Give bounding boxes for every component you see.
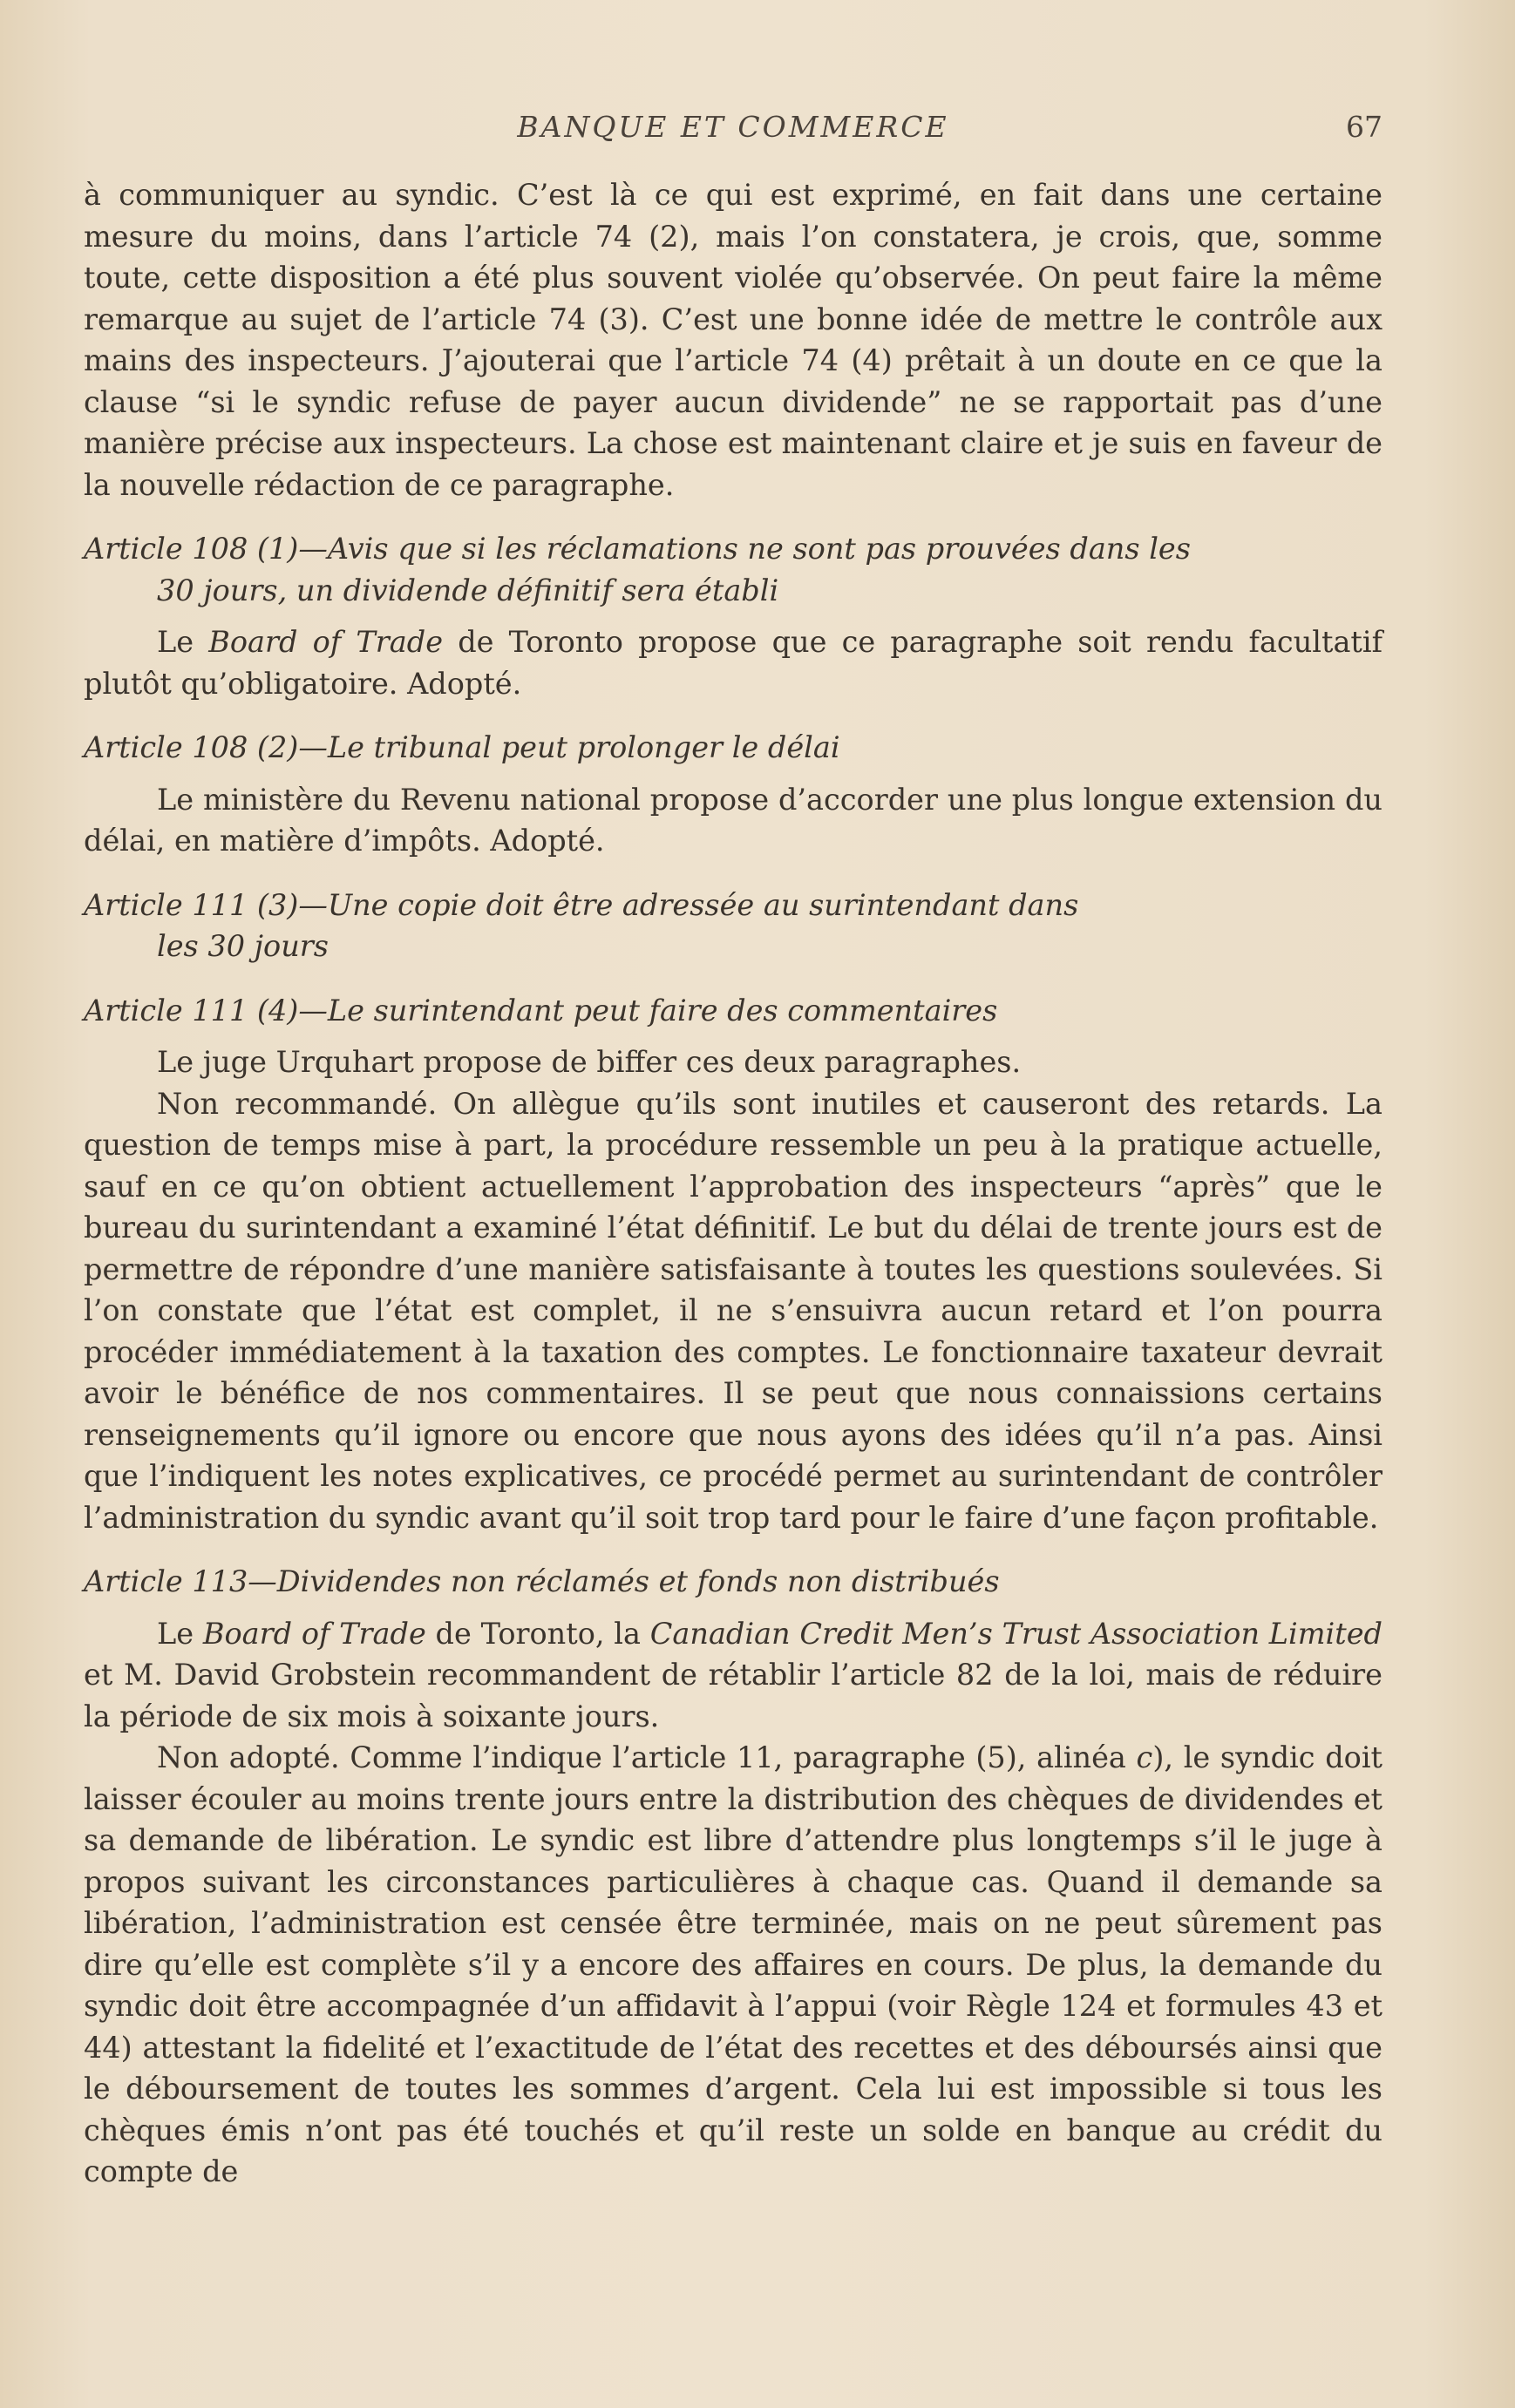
text-run: Le xyxy=(157,1616,203,1651)
paragraph-111-4-b: Non recommandé. On allègue qu’ils sont inutiles et causeront des retards. La question de temps mise à part, la procédure ressemble un peu à la pratique actuelle, sauf en ce qu’on obtient actuellement l’approbation des inspecteurs “après” que le bureau du surintendant a examiné l’état définitif. Le but du délai de trente jours est de permettre de répondre d’une manière satisfaisante à toutes les questions soulevées. Si l’on constate que l’état est complet, il ne s’ensuivra aucun retard et l’on pourra procéder immédiatement à la taxation des comptes. Le fonctionnaire taxateur devrait avoir le bénéfice de nos commentaires. Il se peut que nous connaissions certains renseignements qu’il ignore ou encore que nous ayons des idées qu’il n’a pas. Ainsi que l’indiquent les notes explicatives, ce procédé permet au surintendant de contrôler l’administration du syndic avant qu’il soit trop tard pour le faire d’une façon profitable. xyxy=(84,1086,1383,1535)
paragraph-113-a xyxy=(84,1613,1383,1738)
section-heading-111-3 xyxy=(84,885,1383,967)
text-run: Non adopté. Comme l’indique l’article 11, paragraphe (5), alinéa xyxy=(157,1740,1137,1774)
section-heading-108-1 xyxy=(84,528,1383,611)
text-run-italic: Canadian Credit Men’s Trust Association Limited xyxy=(649,1616,1383,1651)
paragraph-113-b xyxy=(84,1737,1383,2193)
page-number: 67 xyxy=(1346,110,1383,144)
page-body xyxy=(84,174,1383,2193)
text-run: Le xyxy=(157,625,209,659)
text-run-italic: Board of Trade xyxy=(202,1616,426,1651)
heading-line: Article 108 (1)—Avis que si les réclamations ne sont pas prouvées dans les xyxy=(84,532,1191,566)
section-heading-111-4: Article 111 (4)—Le surintendant peut faire des commentaires xyxy=(84,993,998,1028)
heading-line: Article 111 (3)—Une copie doit être adressée au surintendant dans xyxy=(84,887,1079,922)
running-title: BANQUE ET COMMERCE xyxy=(517,110,949,144)
paragraph-opening: à communiquer au syndic. C’est là ce qui est exprimé, en fait dans une certaine mesure du moins, dans l’article 74 (2), mais l’on constatera, je crois, que, somme toute, cette disposition a été plus souvent violée qu’observée. On peut faire la même remarque au sujet de l’article 74 (3). C’est une bonne idée de mettre le contrôle aux mains des inspecteurs. J’ajouterai que l’article 74 (4) prêtait à un doute en ce que la clause “si le syndic refuse de payer aucun dividende” ne se rapportait pas d’une manière précise aux inspecteurs. La chose est maintenant claire et je suis en faveur de la nouvelle rédaction de ce paragraphe. xyxy=(84,178,1383,502)
section-heading-108-2: Article 108 (2)—Le tribunal peut prolonger le délai xyxy=(84,730,840,764)
text-run-italic: Board of Trade xyxy=(208,625,444,659)
heading-line-continued: les 30 jours xyxy=(157,929,329,963)
running-head xyxy=(84,110,1383,153)
heading-line-continued: 30 jours, un dividende définitif sera établi xyxy=(157,573,779,607)
text-run: ), le syndic doit laisser écouler au moins trente jours entre la distribution des chèques de dividendes et sa demande de libération. Le syndic est libre d’attendre plus longtemps s’il le juge à propos suivant les circonstances particulières à chaque cas. Quand il demande sa libération, l’administration est censée être terminée, mais on ne peut sûrement pas dire qu’elle est complète s’il y a encore des affaires en cours. De plus, la demande du syndic doit être accompagnée d’un affidavit à l’appui (voir Règle 124 et formules 43 et 44) attestant la fidelité et l’exactitude de l’état des recettes et des déboursés ainsi que le déboursement de toutes les sommes d’argent. Cela lui est impossible si tous les chèques émis n’ont pas été touchés et qu’il reste un solde en banque au crédit du compte de xyxy=(84,1740,1383,2188)
text-run: de Toronto, la xyxy=(425,1616,650,1651)
section-heading-113: Article 113—Dividendes non réclamés et fonds non distribués xyxy=(84,1564,1000,1598)
text-run-italic: c xyxy=(1136,1740,1153,1774)
paragraph-108-2: Le ministère du Revenu national propose d’accorder une plus longue extension du délai, en matière d’impôts. Adopté. xyxy=(84,782,1383,858)
paragraph-108-1 xyxy=(84,621,1383,704)
text-run: et M. David Grobstein recommandent de rétablir l’article 82 de la loi, mais de réduire la période de six mois à soixante jours. xyxy=(84,1658,1383,1733)
text-run: de Toronto propose que ce paragraphe soit rendu facultatif plutôt qu’obligatoire. Adopté. xyxy=(84,625,1383,701)
paragraph-111-4-a: Le juge Urquhart propose de biffer ces deux paragraphes. xyxy=(157,1045,1022,1079)
